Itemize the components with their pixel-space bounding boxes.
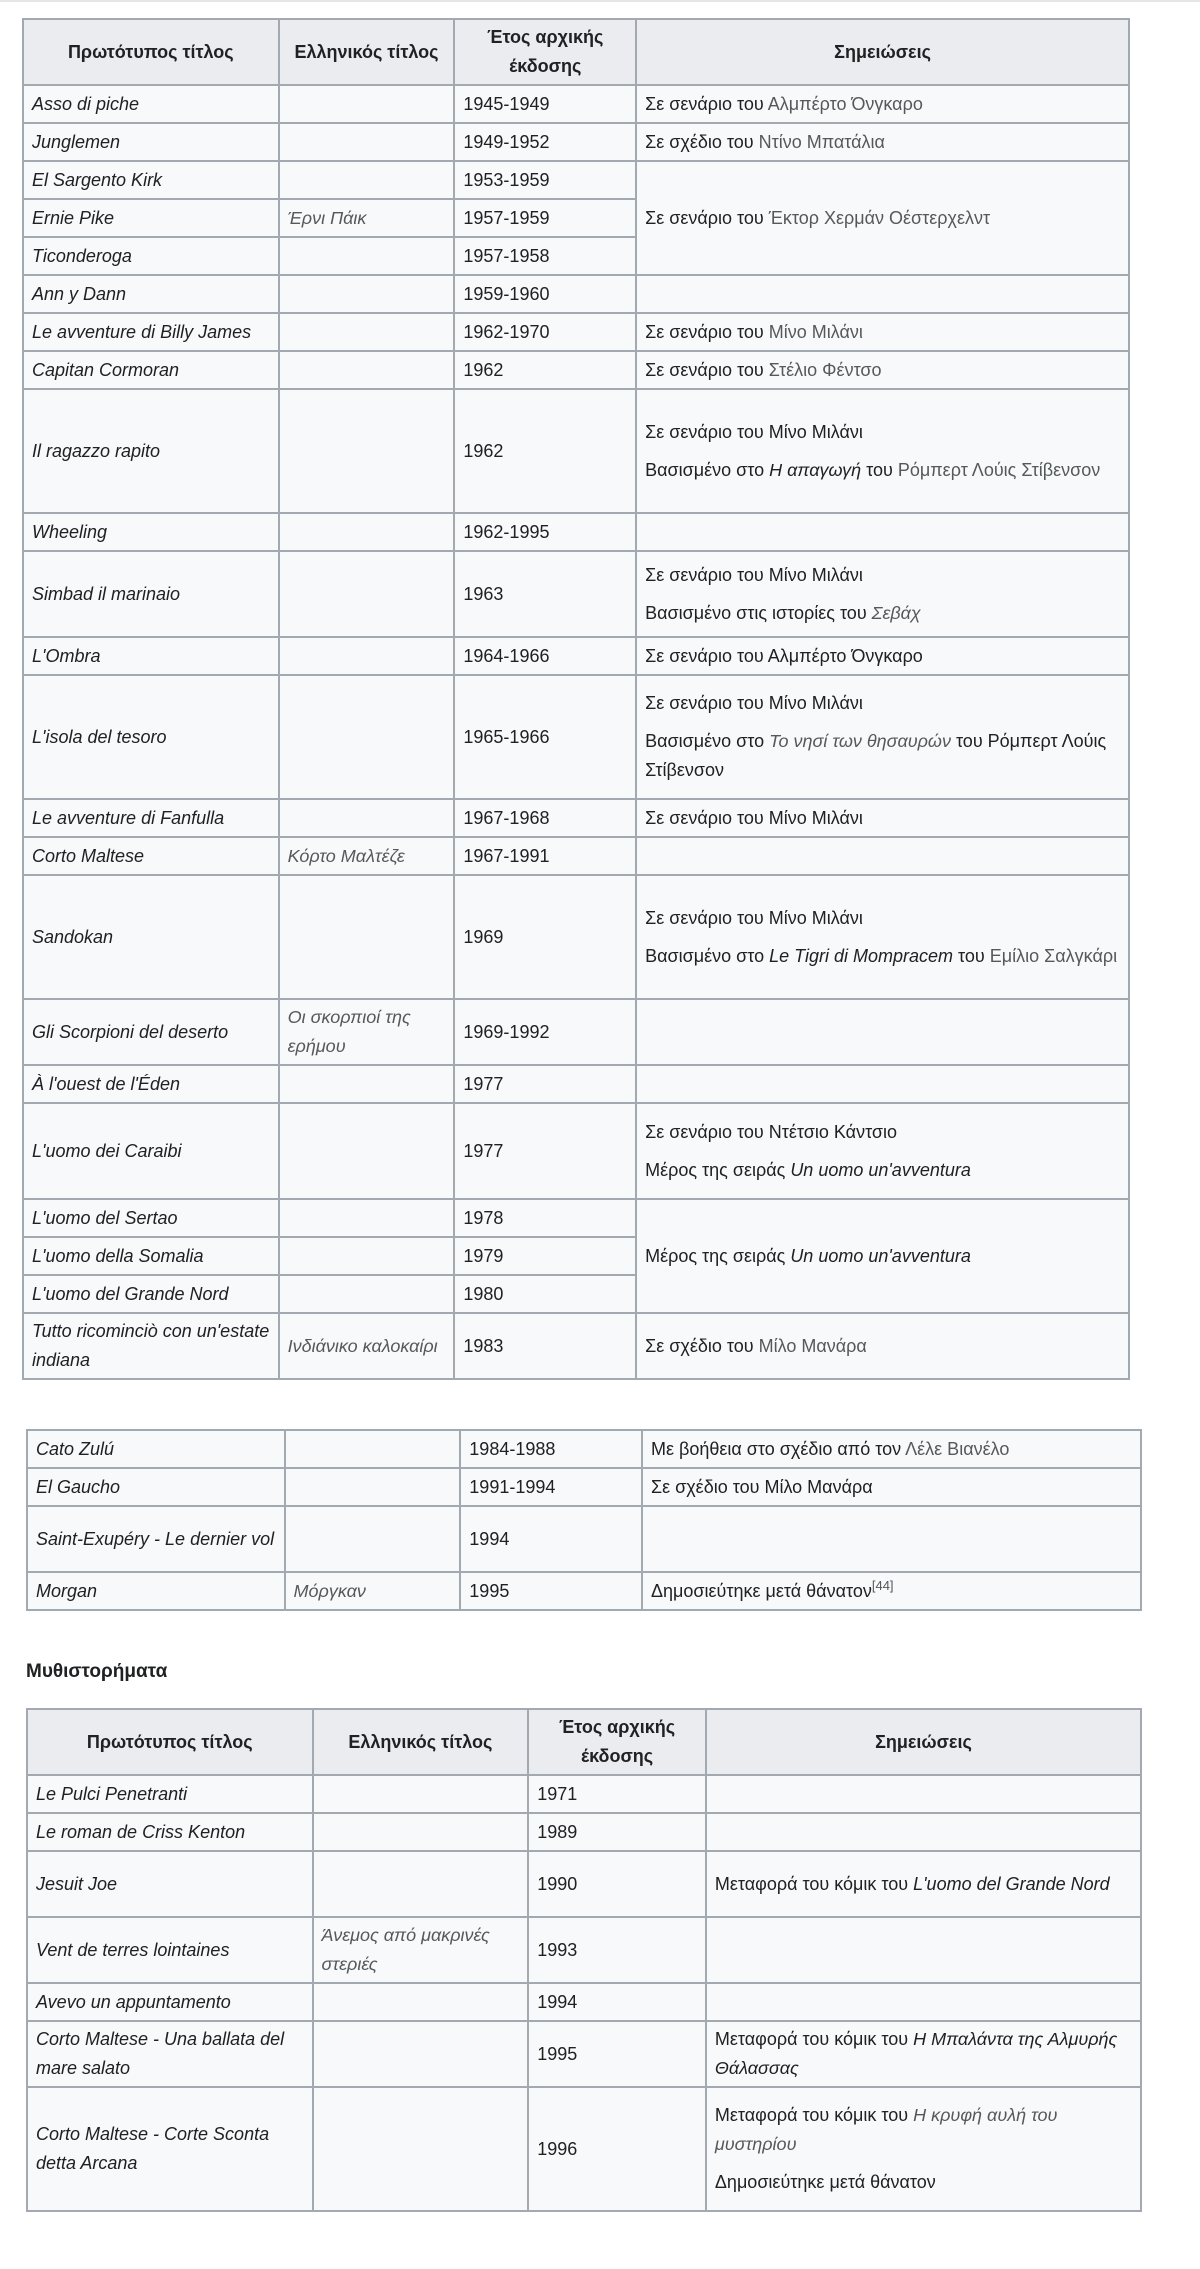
notes-text: Με βοήθεια στο σχέδιο από τον — [650, 1438, 906, 1459]
cell-notes — [636, 161, 1129, 275]
citation-link[interactable]: [44] — [871, 1577, 894, 1593]
notes-text: Μεταφορά του κόμικ του — [714, 2105, 914, 2125]
cell-original-title: Saint-Exupéry - Le dernier vol — [27, 1506, 285, 1572]
table-row — [23, 313, 1129, 351]
wiki-link[interactable]: Σεβάχ — [871, 602, 921, 623]
cell-year: 1953-1959 — [454, 161, 636, 199]
cell-greek-title — [279, 85, 455, 123]
wiki-link[interactable]: Εμίλιο Σαλγκάρι — [989, 945, 1118, 966]
cell-original-title: Ticonderoga — [23, 237, 279, 275]
cell-notes — [706, 1775, 1141, 1813]
cell-greek-title — [313, 2087, 529, 2211]
notes-text: Un uomo un'avventura — [790, 1245, 971, 1266]
cell-year: 1991-1994 — [460, 1468, 642, 1506]
cell-greek-title — [279, 237, 455, 275]
cell-original-title: Corto Maltese - Una ballata del mare salato — [27, 2021, 313, 2087]
cell-notes — [706, 1917, 1141, 1983]
cell-greek-title[interactable]: Άνεμος από μακρινές στεριές — [313, 1917, 529, 1983]
cell-notes — [706, 1851, 1141, 1917]
cell-greek-title — [279, 799, 455, 837]
table-row — [27, 1813, 1141, 1851]
table-row — [23, 1065, 1129, 1103]
column-header-original-title: Πρωτότυπος τίτλος — [27, 1709, 313, 1775]
page-top-border — [0, 0, 1200, 2]
notes-line — [715, 2168, 1132, 2197]
cell-year: 1993 — [528, 1917, 706, 1983]
cell-original-title: Sandokan — [23, 875, 279, 999]
notes-line — [645, 561, 1120, 590]
table-row — [23, 837, 1129, 875]
table-row — [23, 513, 1129, 551]
cell-notes — [636, 1313, 1129, 1379]
notes-text: Η απαγωγή — [769, 459, 862, 480]
cell-original-title: El Sargento Kirk — [23, 161, 279, 199]
cell-year: 1994 — [528, 1983, 706, 2021]
cell-year: 1962-1970 — [454, 313, 636, 351]
notes-line — [645, 1332, 1120, 1361]
table-row — [23, 1199, 1129, 1237]
notes-line — [645, 318, 1120, 347]
table-row — [23, 799, 1129, 837]
cell-greek-title — [279, 637, 455, 675]
cell-original-title: L'uomo del Grande Nord — [23, 1275, 279, 1313]
table-row — [23, 551, 1129, 637]
column-header-greek-title: Ελληνικός τίτλος — [279, 19, 455, 85]
notes-text: L'uomo del Grande Nord — [913, 1873, 1110, 1894]
cell-notes — [636, 1103, 1129, 1199]
notes-text: Βασισμένο στο — [645, 945, 770, 966]
wiki-link[interactable]: Ρόμπερτ Λούις Στίβενσον — [897, 459, 1101, 480]
notes-line — [645, 642, 1120, 671]
table-row — [23, 1313, 1129, 1379]
table-row — [27, 1775, 1141, 1813]
notes-text: Σε σενάριο του Μίνο Μιλάνι — [645, 907, 863, 928]
cell-original-title: Cato Zulú — [27, 1430, 285, 1468]
cell-original-title: Gli Scorpioni del deserto — [23, 999, 279, 1065]
cell-original-title: Junglemen — [23, 123, 279, 161]
cell-year: 1967-1991 — [454, 837, 636, 875]
wiki-link[interactable]: Ντίνο Μπατάλια — [758, 131, 885, 152]
novels-header-row — [27, 1709, 1141, 1775]
column-header-notes: Σημειώσεις — [636, 19, 1129, 85]
cell-year: 1967-1968 — [454, 799, 636, 837]
notes-text: Η Μπαλάντα της Αλμυρής Θάλασσας — [714, 2029, 1118, 2078]
cell-year: 1969-1992 — [454, 999, 636, 1065]
table-row — [23, 275, 1129, 313]
notes-text: Βασισμένο στο — [645, 459, 770, 480]
table-row — [27, 1468, 1141, 1506]
cell-original-title: L'isola del tesoro — [23, 675, 279, 799]
cell-year: 1963 — [454, 551, 636, 637]
notes-line — [645, 204, 1120, 233]
cell-year: 1962 — [454, 351, 636, 389]
cell-year: 1979 — [454, 1237, 636, 1275]
notes-text: Σε σενάριο του Μίνο Μιλάνι — [645, 807, 863, 828]
page-gap — [0, 1405, 1200, 1429]
notes-text: Σε σχέδιο του Μίλο Μανάρα — [650, 1476, 873, 1497]
table-row — [27, 1983, 1141, 2021]
cell-original-title: Tutto ricominciò con un'estate indiana — [23, 1313, 279, 1379]
notes-line — [645, 804, 1120, 833]
cell-greek-title — [313, 1983, 529, 2021]
notes-text: Σε σχέδιο του — [645, 131, 759, 152]
cell-original-title: Capitan Cormoran — [23, 351, 279, 389]
cell-notes — [706, 1813, 1141, 1851]
wiki-link[interactable]: Μίνο Μιλάνι — [768, 321, 863, 342]
cell-year: 1978 — [454, 1199, 636, 1237]
notes-text: Le Tigri di Mompracem — [769, 945, 954, 966]
cell-greek-title — [279, 389, 455, 513]
table-row — [27, 2087, 1141, 2211]
cell-original-title: Il ragazzo rapito — [23, 389, 279, 513]
cell-greek-title — [313, 1813, 529, 1851]
novels-table — [26, 1708, 1142, 2212]
cell-year: 1977 — [454, 1103, 636, 1199]
notes-text: Σε σενάριο του — [645, 321, 769, 342]
cell-notes — [636, 1065, 1129, 1103]
notes-line — [651, 1473, 1132, 1502]
cell-notes — [636, 1199, 1129, 1313]
notes-text: Σε σενάριο του Μίνο Μιλάνι — [645, 421, 863, 442]
cell-notes — [636, 85, 1129, 123]
cell-notes — [636, 313, 1129, 351]
cell-greek-title[interactable]: Κόρτο Μαλτέζε — [279, 837, 455, 875]
cell-original-title: Simbad il marinaio — [23, 551, 279, 637]
table-row — [23, 123, 1129, 161]
notes-text: Σε σενάριο του Αλμπέρτο Όνγκαρο — [645, 645, 923, 666]
table-row — [23, 999, 1129, 1065]
cell-year: 1984-1988 — [460, 1430, 642, 1468]
table-row — [27, 1851, 1141, 1917]
cell-year: 1990 — [528, 1851, 706, 1917]
cell-notes — [636, 513, 1129, 551]
notes-line — [715, 2025, 1132, 2083]
cell-year: 1965-1966 — [454, 675, 636, 799]
cell-notes — [642, 1430, 1141, 1468]
cell-greek-title — [279, 1065, 455, 1103]
notes-line — [715, 2101, 1132, 2159]
notes-line — [645, 456, 1120, 485]
cell-year: 1964-1966 — [454, 637, 636, 675]
wiki-link[interactable]: Έκτορ Χερμάν Οέστερχελντ — [768, 207, 991, 228]
notes-line — [645, 727, 1120, 785]
column-header-original-title: Πρωτότυπος τίτλος — [23, 19, 279, 85]
wiki-link[interactable]: Το νησί των θησαυρών — [769, 731, 951, 751]
notes-line — [651, 1435, 1132, 1464]
cell-notes — [636, 389, 1129, 513]
cell-original-title: Le avventure di Fanfulla — [23, 799, 279, 837]
cell-year: 1980 — [454, 1275, 636, 1313]
notes-line — [645, 1156, 1120, 1185]
cell-greek-title — [313, 1775, 529, 1813]
notes-line — [645, 904, 1120, 933]
notes-line — [645, 90, 1120, 119]
cell-year: 1994 — [460, 1506, 642, 1572]
cell-notes — [642, 1572, 1141, 1610]
table-row — [27, 1506, 1141, 1572]
cell-year: 1945-1949 — [454, 85, 636, 123]
notes-line — [651, 1577, 1132, 1606]
cell-greek-title — [279, 123, 455, 161]
column-header-notes: Σημειώσεις — [706, 1709, 1141, 1775]
cell-original-title: Corto Maltese - Corte Sconta detta Arcana — [27, 2087, 313, 2211]
notes-line — [645, 1118, 1120, 1147]
comics-table — [22, 18, 1130, 1380]
cell-year: 1962-1995 — [454, 513, 636, 551]
cell-notes — [642, 1468, 1141, 1506]
cell-greek-title — [279, 1103, 455, 1199]
table-row — [23, 389, 1129, 513]
cell-year: 1949-1952 — [454, 123, 636, 161]
cell-notes — [636, 351, 1129, 389]
cell-original-title: Le avventure di Billy James — [23, 313, 279, 351]
cell-greek-title — [285, 1506, 461, 1572]
notes-text: Μεταφορά του κόμικ του — [714, 1873, 914, 1894]
cell-year: 1996 — [528, 2087, 706, 2211]
notes-text: Βασισμένο στο — [645, 731, 770, 751]
cell-greek-title — [279, 161, 455, 199]
cell-greek-title — [313, 1851, 529, 1917]
cell-year: 1969 — [454, 875, 636, 999]
table-row — [23, 675, 1129, 799]
wiki-link[interactable]: Μίλο Μανάρα — [758, 1335, 867, 1356]
cell-original-title: L'uomo della Somalia — [23, 1237, 279, 1275]
notes-text: Un uomo un'avventura — [790, 1159, 971, 1180]
cell-year: 1989 — [528, 1813, 706, 1851]
notes-text: του — [861, 459, 898, 480]
cell-notes — [706, 2087, 1141, 2211]
notes-line — [645, 599, 1120, 628]
cell-greek-title — [279, 551, 455, 637]
notes-text: Μέρος της σειράς — [645, 1245, 791, 1266]
cell-notes — [636, 637, 1129, 675]
column-header-year: Έτος αρχικής έκδοσης — [528, 1709, 706, 1775]
cell-year: 1962 — [454, 389, 636, 513]
cell-notes — [706, 1983, 1141, 2021]
notes-text: Βασισμένο στις ιστορίες του — [645, 602, 872, 623]
cell-year: 1995 — [460, 1572, 642, 1610]
notes-text: του — [953, 945, 990, 966]
column-header-year: Έτος αρχικής έκδοσης — [454, 19, 636, 85]
notes-text: Μέρος της σειράς — [645, 1159, 791, 1180]
cell-original-title: Morgan — [27, 1572, 285, 1610]
cell-notes — [636, 875, 1129, 999]
cell-original-title: Ann y Dann — [23, 275, 279, 313]
table-row — [27, 2021, 1141, 2087]
notes-line — [645, 942, 1120, 971]
table-row — [27, 1430, 1141, 1468]
cell-greek-title — [279, 675, 455, 799]
cell-notes — [636, 275, 1129, 313]
notes-text: Σε σχέδιο του — [645, 1335, 759, 1356]
notes-line — [715, 1870, 1132, 1899]
cell-original-title: Avevo un appuntamento — [27, 1983, 313, 2021]
cell-year: 1959-1960 — [454, 275, 636, 313]
notes-text: Σε σενάριο του Μίνο Μιλάνι — [645, 564, 863, 585]
notes-line — [645, 418, 1120, 447]
table-row — [23, 85, 1129, 123]
cell-notes — [636, 999, 1129, 1065]
comics-table-continued — [26, 1429, 1142, 1611]
comics-header-row — [23, 19, 1129, 85]
wiki-link[interactable]: Στέλιο Φέντσο — [768, 359, 882, 380]
cell-year: 1995 — [528, 2021, 706, 2087]
cell-original-title: L'uomo dei Caraibi — [23, 1103, 279, 1199]
notes-line — [645, 356, 1120, 385]
table-row — [27, 1572, 1141, 1610]
cell-greek-title — [279, 1199, 455, 1237]
cell-greek-title — [279, 351, 455, 389]
notes-text: Σε σενάριο του — [645, 359, 769, 380]
cell-notes — [636, 123, 1129, 161]
cell-original-title: L'uomo del Sertao — [23, 1199, 279, 1237]
notes-text: Δημοσιεύτηκε μετά θάνατον — [650, 1580, 872, 1601]
cell-greek-title — [279, 875, 455, 999]
cell-greek-title[interactable]: Ινδιάνικο καλοκαίρι — [279, 1313, 455, 1379]
cell-notes — [642, 1506, 1141, 1572]
cell-original-title: Asso di piche — [23, 85, 279, 123]
wiki-link[interactable]: Αλμπέρτο Όνγκαρο — [767, 93, 923, 114]
notes-text: του Ρόμπερτ Λούις Στίβενσον — [645, 731, 1107, 780]
cell-greek-title — [279, 1275, 455, 1313]
novels-heading: Μυθιστορήματα — [26, 1661, 168, 1682]
notes-text: Σε σενάριο του Ντέτσιο Κάντσιο — [645, 1121, 898, 1142]
table-row — [23, 875, 1129, 999]
cell-greek-title — [279, 275, 455, 313]
table-row — [23, 637, 1129, 675]
cell-original-title: Le Pulci Penetranti — [27, 1775, 313, 1813]
cell-notes — [636, 837, 1129, 875]
notes-text: Σε σενάριο του — [645, 207, 769, 228]
cell-notes — [636, 799, 1129, 837]
cell-original-title: Jesuit Joe — [27, 1851, 313, 1917]
cell-greek-title — [279, 513, 455, 551]
notes-text: Σε σενάριο του Μίνο Μιλάνι — [645, 693, 863, 713]
cell-original-title: Ernie Pike — [23, 199, 279, 237]
cell-greek-title[interactable]: Έρνι Πάικ — [279, 199, 455, 237]
wiki-link[interactable]: Λέλε Βιανέλο — [905, 1438, 1010, 1459]
table-row — [23, 161, 1129, 199]
notes-text: Μεταφορά του κόμικ του — [714, 2029, 914, 2049]
cell-greek-title — [279, 1237, 455, 1275]
cell-original-title: Vent de terres lointaines — [27, 1917, 313, 1983]
cell-greek-title — [285, 1430, 461, 1468]
table-row — [23, 351, 1129, 389]
table-row — [23, 1103, 1129, 1199]
cell-notes — [706, 2021, 1141, 2087]
cell-original-title: À l'ouest de l'Éden — [23, 1065, 279, 1103]
notes-line — [645, 1242, 1120, 1271]
cell-original-title: Corto Maltese — [23, 837, 279, 875]
cell-year: 1957-1959 — [454, 199, 636, 237]
cell-notes — [636, 551, 1129, 637]
cell-greek-title[interactable]: Μόργκαν — [285, 1572, 461, 1610]
wiki-link[interactable]: Η κρυφή αυλή του μυστηρίου — [714, 2105, 1058, 2154]
cell-greek-title — [313, 2021, 529, 2087]
cell-original-title: L'Ombra — [23, 637, 279, 675]
notes-text: Δημοσιεύτηκε μετά θάνατον — [714, 2172, 936, 2192]
cell-year: 1977 — [454, 1065, 636, 1103]
notes-text: Σε σενάριο του — [645, 93, 768, 114]
column-header-greek-title: Ελληνικός τίτλος — [313, 1709, 529, 1775]
cell-greek-title — [279, 313, 455, 351]
cell-year: 1957-1958 — [454, 237, 636, 275]
cell-year: 1971 — [528, 1775, 706, 1813]
cell-original-title: Wheeling — [23, 513, 279, 551]
cell-year: 1983 — [454, 1313, 636, 1379]
cell-notes — [636, 675, 1129, 799]
notes-line — [645, 128, 1120, 157]
notes-line — [645, 689, 1120, 718]
cell-greek-title — [285, 1468, 461, 1506]
cell-original-title: Le roman de Criss Kenton — [27, 1813, 313, 1851]
table-row — [27, 1917, 1141, 1983]
cell-greek-title[interactable]: Οι σκορπιοί της ερήμου — [279, 999, 455, 1065]
cell-original-title: El Gaucho — [27, 1468, 285, 1506]
